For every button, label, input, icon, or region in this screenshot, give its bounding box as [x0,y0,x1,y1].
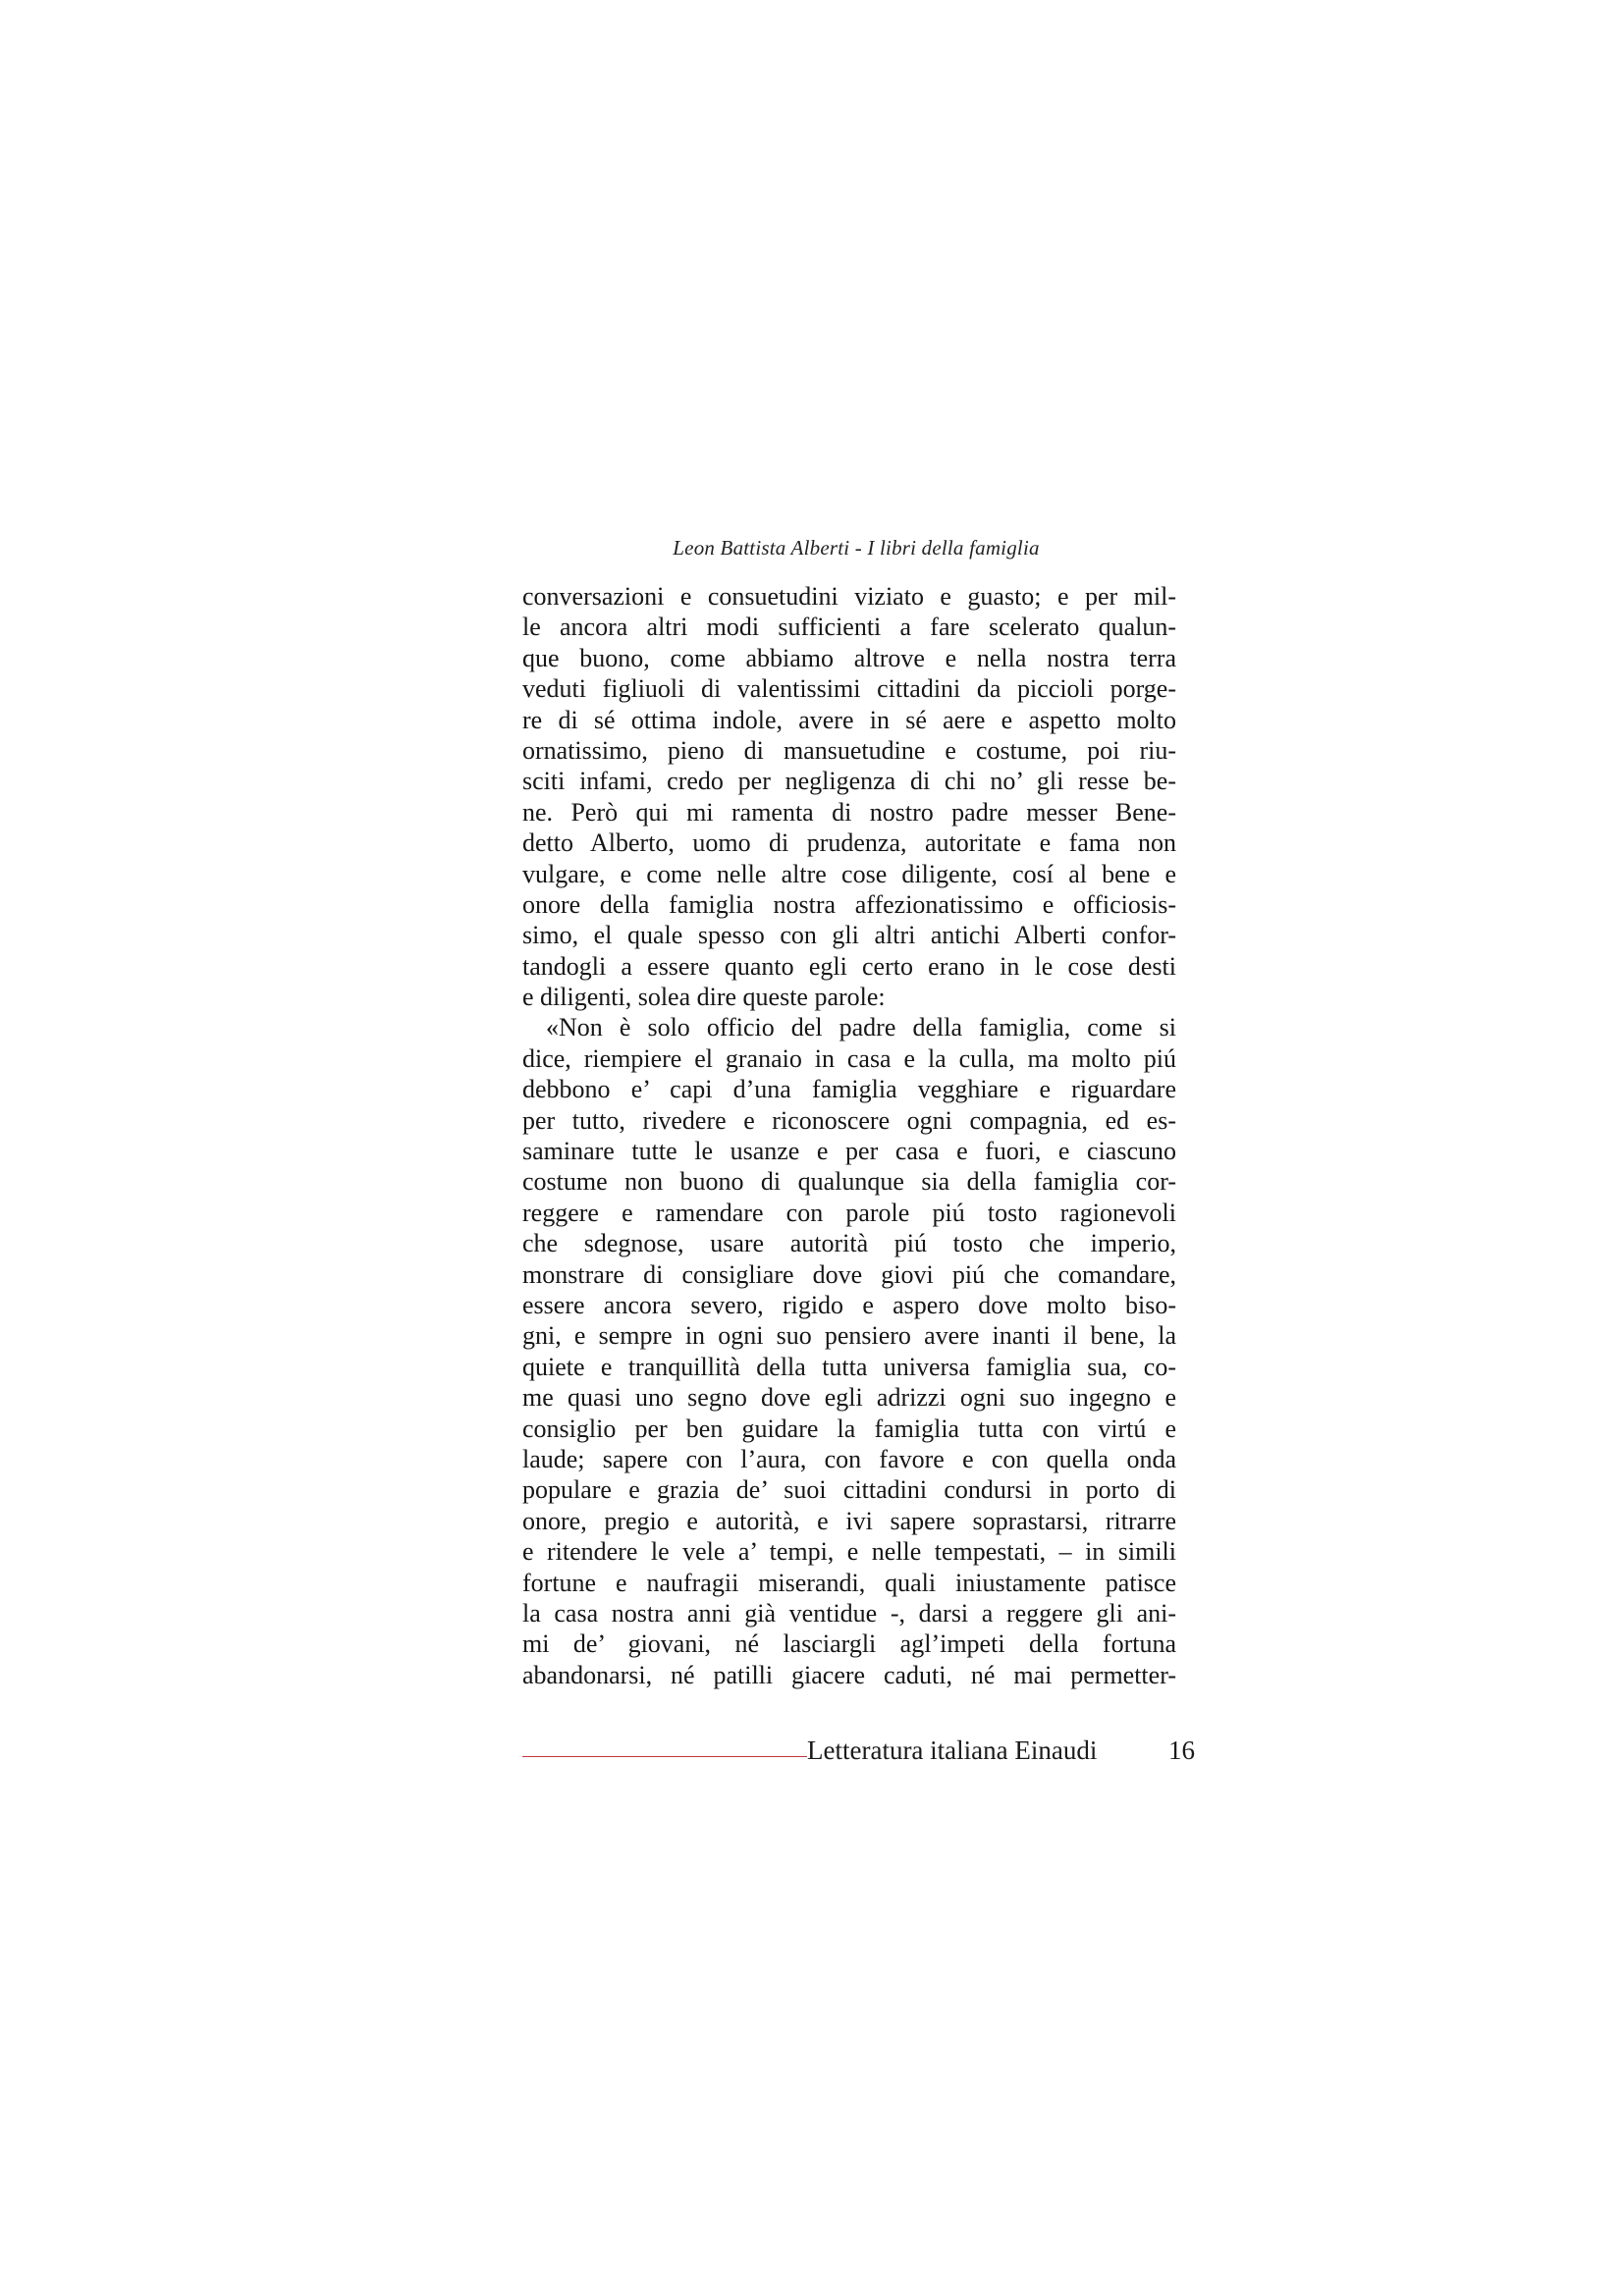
text-line: «Non è solo officio del padre della famiglia, come si [546,1013,1176,1042]
body-text [522,581,1176,1690]
text-line: dice, riempiere el granaio in casa e la culla, ma molto piú [522,1043,1176,1073]
text-line: reggere e ramendare con parole piú tosto ragionevoli [522,1198,1176,1227]
text-line: laude; sapere con l’aura, con favore e con quella onda [522,1444,1176,1473]
text-line: consiglio per ben guidare la famiglia tutta con virtú e [522,1414,1176,1443]
text-line: la casa nostra anni già ventidue -, darsi a reggere gli ani- [522,1598,1176,1628]
footer-rule [522,1756,807,1757]
publisher-imprint: Letteratura italiana Einaudi [807,1735,1098,1765]
page-number: 16 [1168,1735,1195,1765]
text-line: veduti figliuoli di valentissimi cittadini da piccioli porge- [522,674,1176,704]
text-line: gni, e sempre in ogni suo pensiero avere inanti il bene, la [522,1321,1176,1351]
text-line: e diligenti, solea dire queste parole: [522,983,886,1012]
text-line: simo, el quale spesso con gli altri antichi Alberti confor- [522,921,1176,950]
text-line: ne. Però qui mi ramenta di nostro padre messer Bene- [522,797,1176,827]
text-line: quiete e tranquillità della tutta universa famiglia sua, co- [522,1352,1176,1381]
text-line: abandonarsi, né patilli giacere caduti, né mai permetter- [522,1660,1176,1689]
text-line: costume non buono di qualunque sia della famiglia cor- [522,1167,1176,1197]
text-line: onore, pregio e autorità, e ivi sapere soprastarsi, ritrarre [522,1506,1176,1535]
text-line: onore della famiglia nostra affezionatissimo e officiosis- [522,889,1176,919]
text-line: le ancora altri modi sufficienti a fare scelerato qualun- [522,613,1176,642]
text-line: saminare tutte le usanze e per casa e fuori, e ciascuno [522,1137,1176,1166]
text-line: conversazioni e consuetudini viziato e guasto; e per mil- [522,582,1176,611]
text-line: ornatissimo, pieno di mansuetudine e costume, poi riu- [522,735,1176,765]
text-line: essere ancora severo, rigido e aspero dove molto biso- [522,1290,1176,1319]
text-line: fortune e naufragii miserandi, quali iniustamente patisce [522,1568,1176,1597]
text-line: debbono e’ capi d’una famiglia vegghiare e riguardare [522,1075,1176,1104]
text-line: per tutto, rivedere e riconoscere ogni compagnia, ed es- [522,1105,1176,1135]
text-line: me quasi uno segno dove egli adrizzi ogni suo ingegno e [522,1383,1176,1413]
text-line: detto Alberto, uomo di prudenza, autoritate e fama non [522,828,1176,858]
running-head: Leon Battista Alberti - I libri della famiglia [673,536,1040,560]
text-line: e ritendere le vele a’ tempi, e nelle tempestati, – in simili [522,1537,1176,1567]
text-line: che sdegnose, usare autorità piú tosto che imperio, [522,1229,1176,1258]
page-footer [522,1735,1200,1775]
text-line: sciti infami, credo per negligenza di chi no’ gli resse be- [522,767,1176,796]
text-line: populare e grazia de’ suoi cittadini condursi in porto di [522,1475,1176,1505]
text-line: re di sé ottima indole, avere in sé aere e aspetto molto [522,705,1176,734]
text-line: vulgare, e come nelle altre cose diligente, cosí al bene e [522,859,1176,888]
text-line: tandogli a essere quanto egli certo erano in le cose desti [522,951,1176,981]
text-line: que buono, come abbiamo altrove e nella nostra terra [522,643,1176,672]
text-line: mi de’ giovani, né lasciargli agl’impeti della fortuna [522,1629,1176,1659]
text-line: monstrare di consigliare dove giovi piú che comandare, [522,1259,1176,1289]
